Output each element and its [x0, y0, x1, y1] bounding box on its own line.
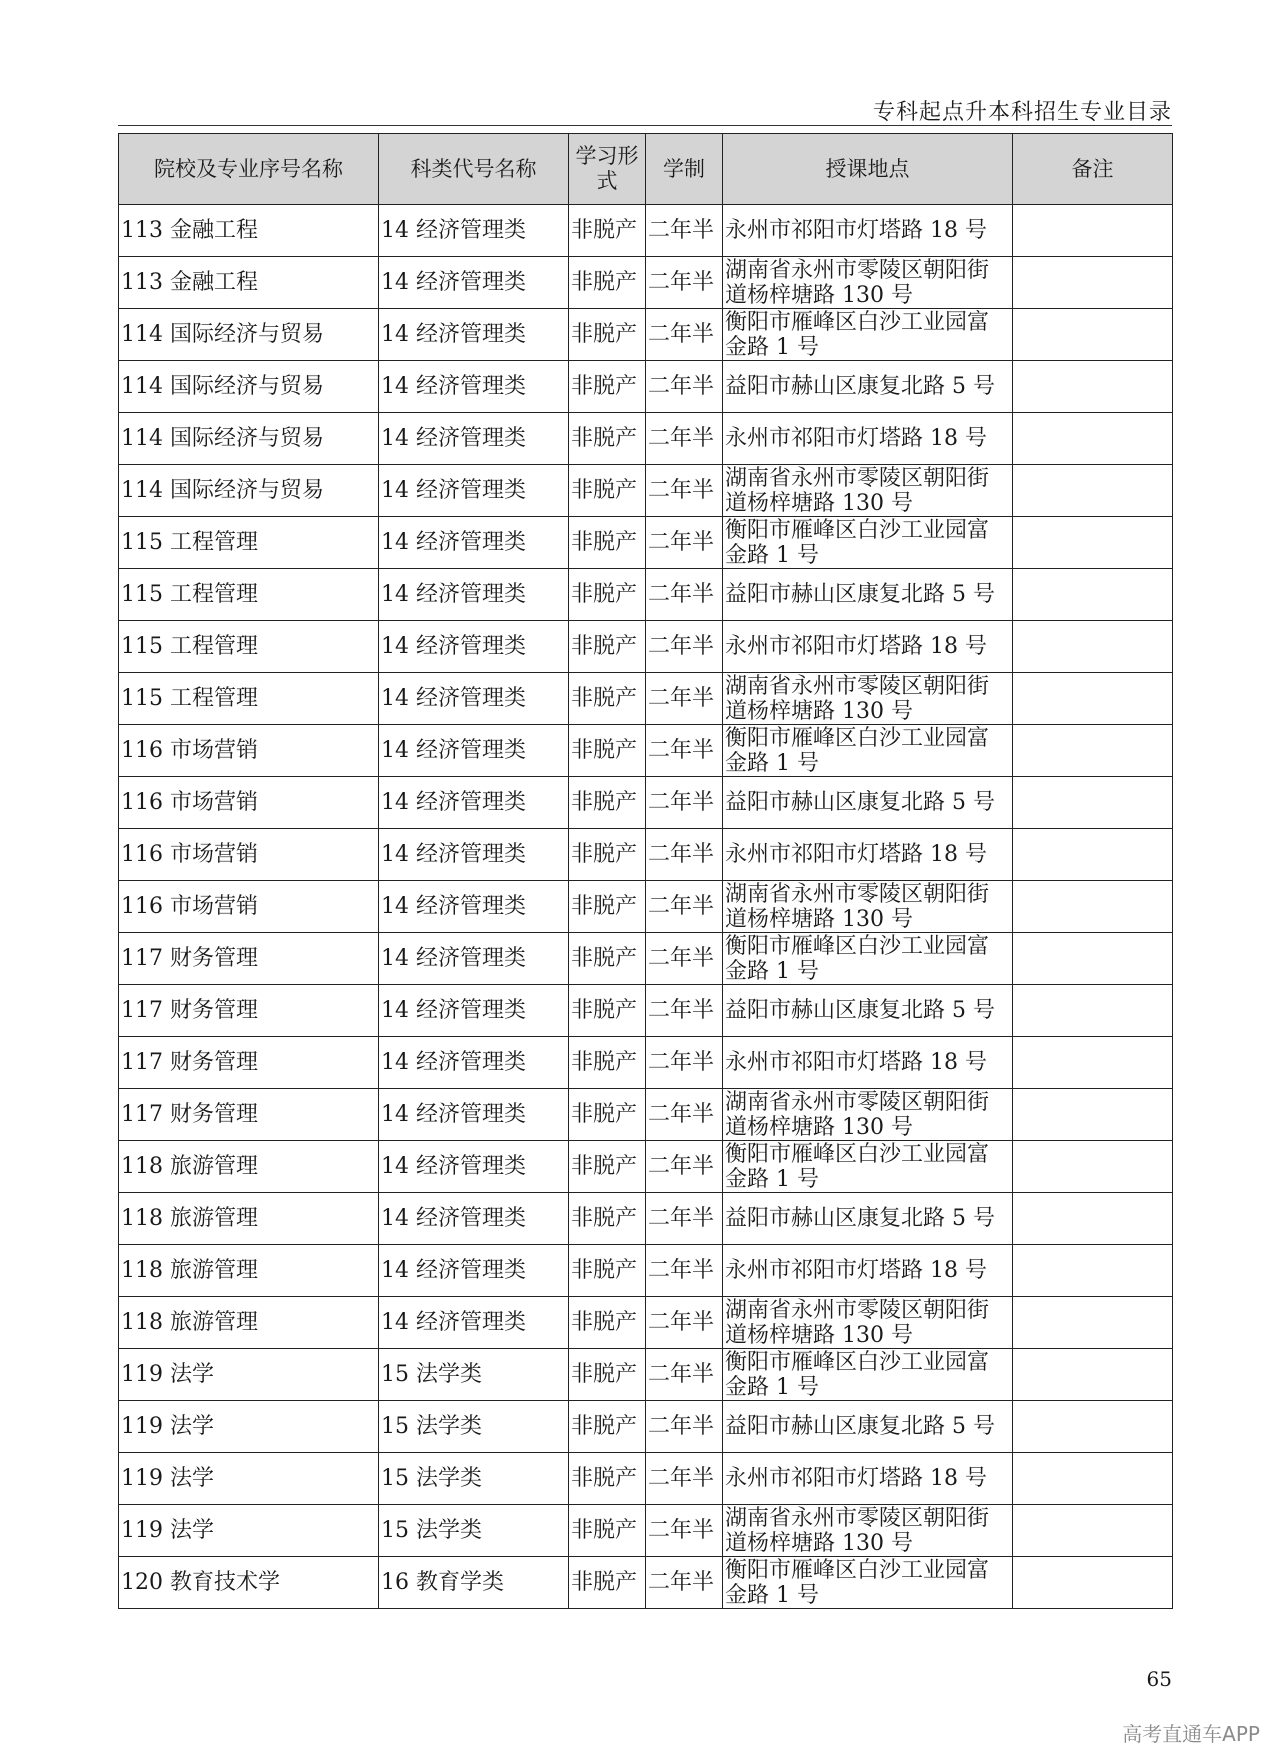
- cell-major: 113 金融工程: [119, 257, 379, 309]
- cell-category: 14 经济管理类: [379, 673, 569, 725]
- table-row: [119, 1453, 1173, 1505]
- cell-study-form: 非脱产: [569, 413, 646, 465]
- cell-location: 湖南省永州市零陵区朝阳街道杨梓塘路 130 号: [723, 881, 1013, 933]
- cell-category: 15 法学类: [379, 1505, 569, 1557]
- cell-remark: [1013, 205, 1173, 257]
- cell-remark: [1013, 569, 1173, 621]
- cell-remark: [1013, 1557, 1173, 1609]
- cell-category: 14 经济管理类: [379, 1089, 569, 1141]
- cell-major: 120 教育技术学: [119, 1557, 379, 1609]
- cell-study-form: 非脱产: [569, 621, 646, 673]
- table-row: [119, 309, 1173, 361]
- cell-category: 14 经济管理类: [379, 517, 569, 569]
- cell-location: 衡阳市雁峰区白沙工业园富金路 1 号: [723, 1141, 1013, 1193]
- cell-duration: 二年半: [646, 1037, 723, 1089]
- cell-major: 116 市场营销: [119, 881, 379, 933]
- cell-remark: [1013, 1453, 1173, 1505]
- table-row: [119, 361, 1173, 413]
- cell-location: 衡阳市雁峰区白沙工业园富金路 1 号: [723, 1349, 1013, 1401]
- cell-study-form: 非脱产: [569, 1089, 646, 1141]
- cell-remark: [1013, 1089, 1173, 1141]
- cell-study-form: 非脱产: [569, 985, 646, 1037]
- cell-duration: 二年半: [646, 725, 723, 777]
- cell-study-form: 非脱产: [569, 1245, 646, 1297]
- table-row: [119, 257, 1173, 309]
- cell-category: 14 经济管理类: [379, 829, 569, 881]
- cell-remark: [1013, 465, 1173, 517]
- table-row: [119, 1557, 1173, 1609]
- cell-category: 14 经济管理类: [379, 1141, 569, 1193]
- cell-remark: [1013, 517, 1173, 569]
- table-row: [119, 205, 1173, 257]
- table-row: [119, 1349, 1173, 1401]
- cell-remark: [1013, 413, 1173, 465]
- cell-category: 14 经济管理类: [379, 465, 569, 517]
- cell-study-form: 非脱产: [569, 309, 646, 361]
- cell-duration: 二年半: [646, 1193, 723, 1245]
- table-row: [119, 777, 1173, 829]
- cell-study-form: 非脱产: [569, 1297, 646, 1349]
- cell-duration: 二年半: [646, 1557, 723, 1609]
- cell-remark: [1013, 1037, 1173, 1089]
- cell-location: 益阳市赫山区康复北路 5 号: [723, 1401, 1013, 1453]
- cell-location: 永州市祁阳市灯塔路 18 号: [723, 621, 1013, 673]
- table-row: [119, 517, 1173, 569]
- table-row: [119, 1297, 1173, 1349]
- cell-remark: [1013, 881, 1173, 933]
- cell-location: 益阳市赫山区康复北路 5 号: [723, 361, 1013, 413]
- cell-major: 116 市场营销: [119, 725, 379, 777]
- cell-duration: 二年半: [646, 465, 723, 517]
- cell-major: 114 国际经济与贸易: [119, 309, 379, 361]
- cell-major: 115 工程管理: [119, 621, 379, 673]
- cell-study-form: 非脱产: [569, 1401, 646, 1453]
- cell-category: 16 教育学类: [379, 1557, 569, 1609]
- cell-study-form: 非脱产: [569, 725, 646, 777]
- cell-remark: [1013, 725, 1173, 777]
- cell-location: 湖南省永州市零陵区朝阳街道杨梓塘路 130 号: [723, 465, 1013, 517]
- cell-study-form: 非脱产: [569, 1193, 646, 1245]
- cell-category: 15 法学类: [379, 1401, 569, 1453]
- header-location: 授课地点: [723, 134, 1013, 205]
- cell-duration: 二年半: [646, 1245, 723, 1297]
- cell-remark: [1013, 1505, 1173, 1557]
- cell-remark: [1013, 257, 1173, 309]
- cell-study-form: 非脱产: [569, 1037, 646, 1089]
- cell-major: 119 法学: [119, 1349, 379, 1401]
- cell-duration: 二年半: [646, 1297, 723, 1349]
- cell-category: 14 经济管理类: [379, 1037, 569, 1089]
- cell-study-form: 非脱产: [569, 829, 646, 881]
- table-row: [119, 413, 1173, 465]
- table-row: [119, 465, 1173, 517]
- cell-remark: [1013, 309, 1173, 361]
- cell-remark: [1013, 985, 1173, 1037]
- cell-study-form: 非脱产: [569, 361, 646, 413]
- cell-major: 114 国际经济与贸易: [119, 413, 379, 465]
- cell-major: 113 金融工程: [119, 205, 379, 257]
- cell-location: 益阳市赫山区康复北路 5 号: [723, 985, 1013, 1037]
- cell-major: 116 市场营销: [119, 829, 379, 881]
- cell-location: 湖南省永州市零陵区朝阳街道杨梓塘路 130 号: [723, 1505, 1013, 1557]
- cell-study-form: 非脱产: [569, 257, 646, 309]
- cell-category: 14 经济管理类: [379, 569, 569, 621]
- cell-category: 14 经济管理类: [379, 257, 569, 309]
- cell-major: 118 旅游管理: [119, 1297, 379, 1349]
- cell-category: 14 经济管理类: [379, 1245, 569, 1297]
- cell-study-form: 非脱产: [569, 1505, 646, 1557]
- cell-study-form: 非脱产: [569, 933, 646, 985]
- cell-duration: 二年半: [646, 1453, 723, 1505]
- cell-category: 14 经济管理类: [379, 1297, 569, 1349]
- table-row: [119, 1037, 1173, 1089]
- table-row: [119, 985, 1173, 1037]
- cell-location: 益阳市赫山区康复北路 5 号: [723, 569, 1013, 621]
- table-row: [119, 621, 1173, 673]
- table-row: [119, 881, 1173, 933]
- cell-category: 14 经济管理类: [379, 1193, 569, 1245]
- header-major: 院校及专业序号名称: [119, 134, 379, 205]
- cell-location: 湖南省永州市零陵区朝阳街道杨梓塘路 130 号: [723, 1089, 1013, 1141]
- cell-study-form: 非脱产: [569, 1349, 646, 1401]
- cell-duration: 二年半: [646, 1141, 723, 1193]
- cell-duration: 二年半: [646, 257, 723, 309]
- watermark: 高考直通车APP: [1122, 1722, 1260, 1746]
- cell-remark: [1013, 829, 1173, 881]
- cell-major: 116 市场营销: [119, 777, 379, 829]
- cell-remark: [1013, 1193, 1173, 1245]
- cell-major: 118 旅游管理: [119, 1245, 379, 1297]
- cell-study-form: 非脱产: [569, 881, 646, 933]
- cell-major: 119 法学: [119, 1453, 379, 1505]
- cell-location: 衡阳市雁峰区白沙工业园富金路 1 号: [723, 517, 1013, 569]
- cell-location: 永州市祁阳市灯塔路 18 号: [723, 1453, 1013, 1505]
- cell-duration: 二年半: [646, 1401, 723, 1453]
- cell-remark: [1013, 777, 1173, 829]
- cell-study-form: 非脱产: [569, 465, 646, 517]
- cell-category: 14 经济管理类: [379, 309, 569, 361]
- header-rule: [118, 125, 1172, 126]
- cell-major: 118 旅游管理: [119, 1141, 379, 1193]
- cell-location: 湖南省永州市零陵区朝阳街道杨梓塘路 130 号: [723, 673, 1013, 725]
- cell-category: 14 经济管理类: [379, 725, 569, 777]
- cell-major: 117 财务管理: [119, 933, 379, 985]
- cell-study-form: 非脱产: [569, 1453, 646, 1505]
- enrollment-catalog-table: [118, 133, 1173, 1609]
- cell-remark: [1013, 1349, 1173, 1401]
- cell-remark: [1013, 673, 1173, 725]
- cell-remark: [1013, 933, 1173, 985]
- cell-study-form: 非脱产: [569, 1141, 646, 1193]
- cell-duration: 二年半: [646, 673, 723, 725]
- cell-study-form: 非脱产: [569, 517, 646, 569]
- table-row: [119, 933, 1173, 985]
- header-category: 科类代号名称: [379, 134, 569, 205]
- header-duration: 学制: [646, 134, 723, 205]
- cell-duration: 二年半: [646, 985, 723, 1037]
- cell-category: 14 经济管理类: [379, 413, 569, 465]
- cell-category: 14 经济管理类: [379, 777, 569, 829]
- cell-study-form: 非脱产: [569, 777, 646, 829]
- cell-location: 益阳市赫山区康复北路 5 号: [723, 1193, 1013, 1245]
- cell-duration: 二年半: [646, 361, 723, 413]
- cell-remark: [1013, 1401, 1173, 1453]
- cell-duration: 二年半: [646, 933, 723, 985]
- cell-location: 湖南省永州市零陵区朝阳街道杨梓塘路 130 号: [723, 257, 1013, 309]
- cell-location: 永州市祁阳市灯塔路 18 号: [723, 205, 1013, 257]
- cell-location: 衡阳市雁峰区白沙工业园富金路 1 号: [723, 725, 1013, 777]
- table-row: [119, 1505, 1173, 1557]
- table-row: [119, 673, 1173, 725]
- cell-major: 117 财务管理: [119, 1089, 379, 1141]
- table-row: [119, 1141, 1173, 1193]
- running-header: 专科起点升本科招生专业目录: [872, 100, 1172, 125]
- cell-duration: 二年半: [646, 1089, 723, 1141]
- cell-category: 14 经济管理类: [379, 985, 569, 1037]
- cell-duration: 二年半: [646, 621, 723, 673]
- table-header-row: [119, 134, 1173, 205]
- table-row: [119, 725, 1173, 777]
- cell-duration: 二年半: [646, 569, 723, 621]
- cell-duration: 二年半: [646, 205, 723, 257]
- cell-location: 益阳市赫山区康复北路 5 号: [723, 777, 1013, 829]
- table-row: [119, 1193, 1173, 1245]
- cell-location: 永州市祁阳市灯塔路 18 号: [723, 413, 1013, 465]
- cell-major: 115 工程管理: [119, 673, 379, 725]
- cell-duration: 二年半: [646, 309, 723, 361]
- cell-major: 115 工程管理: [119, 517, 379, 569]
- cell-duration: 二年半: [646, 777, 723, 829]
- table-row: [119, 829, 1173, 881]
- cell-location: 衡阳市雁峰区白沙工业园富金路 1 号: [723, 1557, 1013, 1609]
- cell-location: 永州市祁阳市灯塔路 18 号: [723, 1245, 1013, 1297]
- cell-category: 14 经济管理类: [379, 361, 569, 413]
- page-number: 65: [1146, 1667, 1172, 1691]
- cell-study-form: 非脱产: [569, 205, 646, 257]
- cell-category: 15 法学类: [379, 1453, 569, 1505]
- cell-category: 15 法学类: [379, 1349, 569, 1401]
- cell-major: 118 旅游管理: [119, 1193, 379, 1245]
- cell-duration: 二年半: [646, 413, 723, 465]
- table-row: [119, 1245, 1173, 1297]
- cell-study-form: 非脱产: [569, 1557, 646, 1609]
- table-row: [119, 1401, 1173, 1453]
- cell-duration: 二年半: [646, 881, 723, 933]
- cell-major: 117 财务管理: [119, 1037, 379, 1089]
- cell-major: 114 国际经济与贸易: [119, 465, 379, 517]
- cell-remark: [1013, 1297, 1173, 1349]
- cell-remark: [1013, 1245, 1173, 1297]
- cell-major: 119 法学: [119, 1505, 379, 1557]
- cell-duration: 二年半: [646, 517, 723, 569]
- cell-category: 14 经济管理类: [379, 621, 569, 673]
- cell-location: 永州市祁阳市灯塔路 18 号: [723, 829, 1013, 881]
- header-study-form: 学习形式: [569, 134, 646, 205]
- cell-study-form: 非脱产: [569, 569, 646, 621]
- cell-category: 14 经济管理类: [379, 205, 569, 257]
- cell-major: 115 工程管理: [119, 569, 379, 621]
- cell-location: 湖南省永州市零陵区朝阳街道杨梓塘路 130 号: [723, 1297, 1013, 1349]
- cell-category: 14 经济管理类: [379, 933, 569, 985]
- cell-remark: [1013, 1141, 1173, 1193]
- table-row: [119, 569, 1173, 621]
- cell-category: 14 经济管理类: [379, 881, 569, 933]
- table-row: [119, 1089, 1173, 1141]
- cell-duration: 二年半: [646, 1505, 723, 1557]
- cell-major: 119 法学: [119, 1401, 379, 1453]
- cell-duration: 二年半: [646, 829, 723, 881]
- cell-duration: 二年半: [646, 1349, 723, 1401]
- cell-location: 永州市祁阳市灯塔路 18 号: [723, 1037, 1013, 1089]
- cell-remark: [1013, 361, 1173, 413]
- cell-location: 衡阳市雁峰区白沙工业园富金路 1 号: [723, 309, 1013, 361]
- cell-major: 117 财务管理: [119, 985, 379, 1037]
- cell-remark: [1013, 621, 1173, 673]
- cell-major: 114 国际经济与贸易: [119, 361, 379, 413]
- header-remark: 备注: [1013, 134, 1173, 205]
- table-body: [119, 205, 1173, 1609]
- cell-location: 衡阳市雁峰区白沙工业园富金路 1 号: [723, 933, 1013, 985]
- cell-study-form: 非脱产: [569, 673, 646, 725]
